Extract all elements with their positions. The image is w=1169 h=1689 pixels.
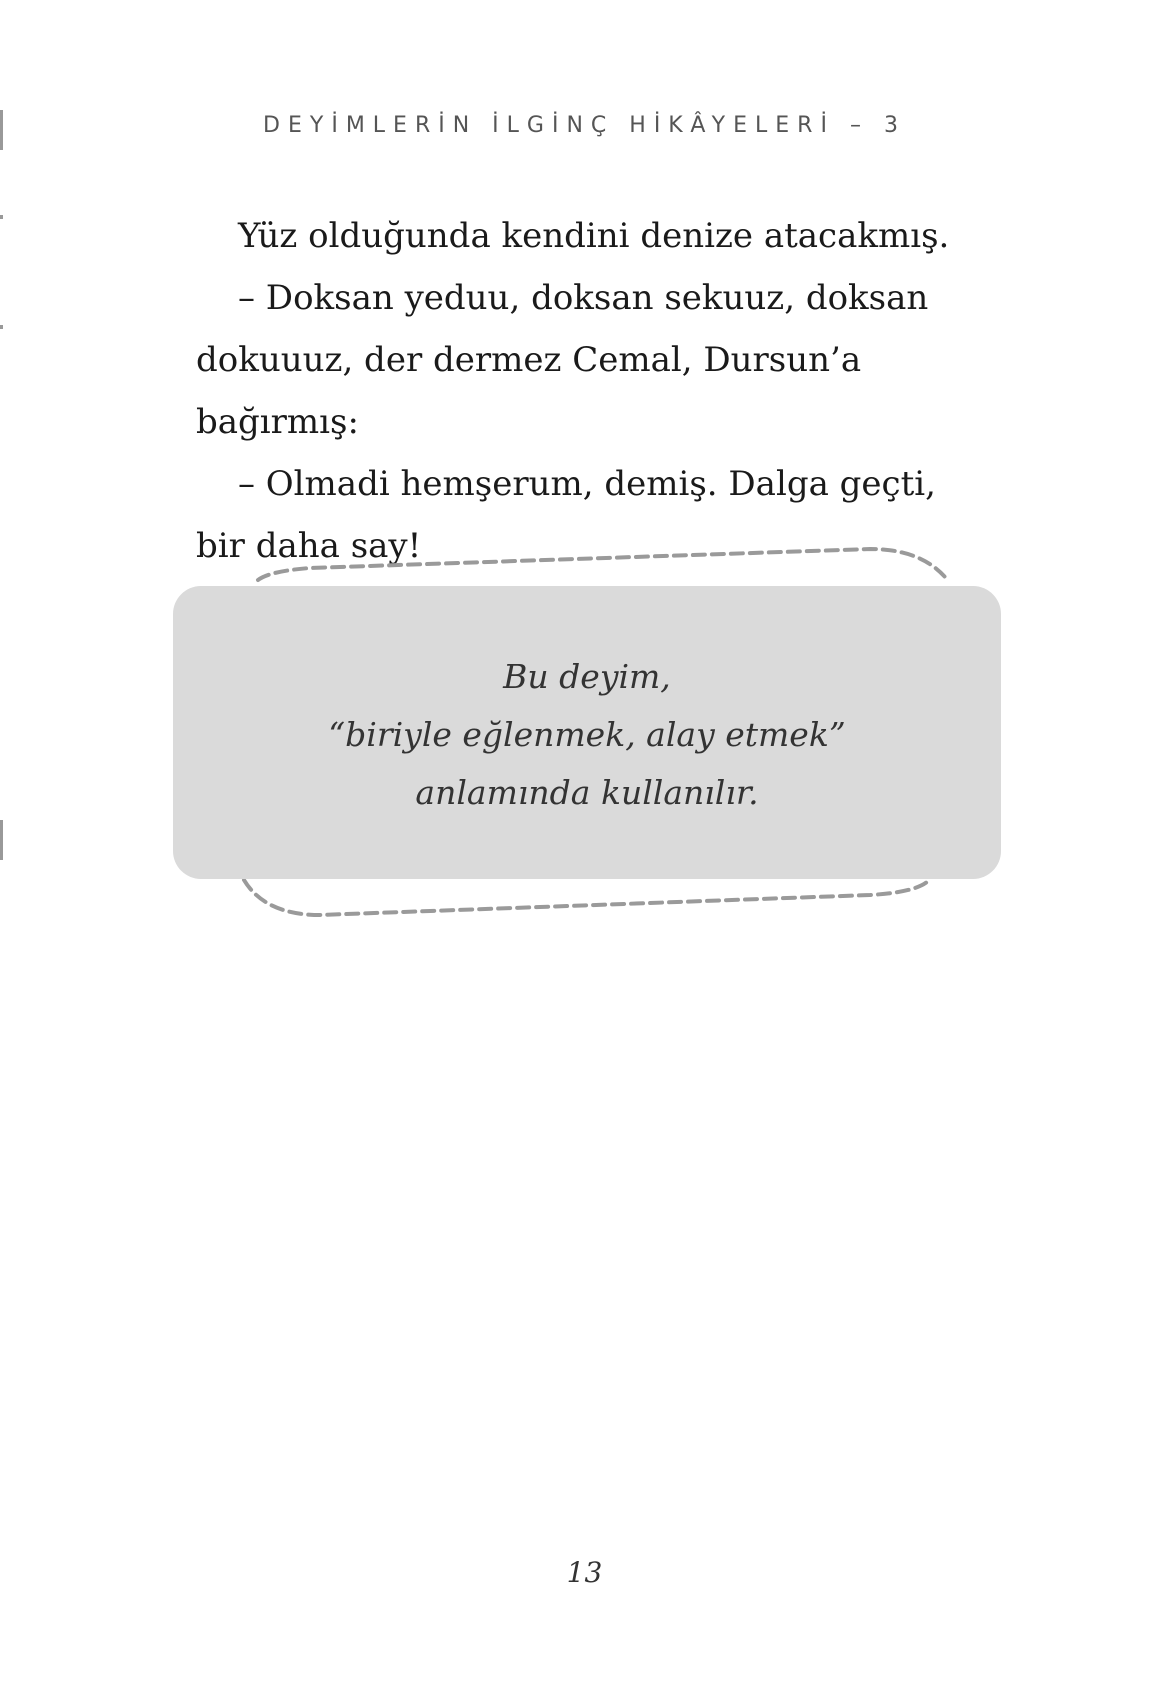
paragraph: Yüz olduğunda kendini denize atacakmış. [238,216,950,256]
paragraph: – Olmadi hemşerum, demiş. Dalga geçti, bir daha say! [196,464,936,566]
page-edge-mark [0,820,3,860]
callout-line: Bu deyim, [503,657,671,696]
callout-line: “biriyle eğlenmek, alay etmek” [328,715,846,754]
callout-line: anlamında kullanılır. [415,773,759,812]
page-edge-mark [0,215,3,219]
page-number: 13 [566,1556,603,1589]
page-edge-mark [0,325,3,329]
running-header: DEYİMLERİN İLGİNÇ HİKÂYELERİ – 3 [263,113,906,138]
paragraph: – Doksan yeduu, doksan sekuuz, doksan dokuuuz, der dermez Cemal, Dursun’a bağırmış: [196,278,929,442]
body-text [196,205,986,577]
callout-text [173,648,1001,822]
